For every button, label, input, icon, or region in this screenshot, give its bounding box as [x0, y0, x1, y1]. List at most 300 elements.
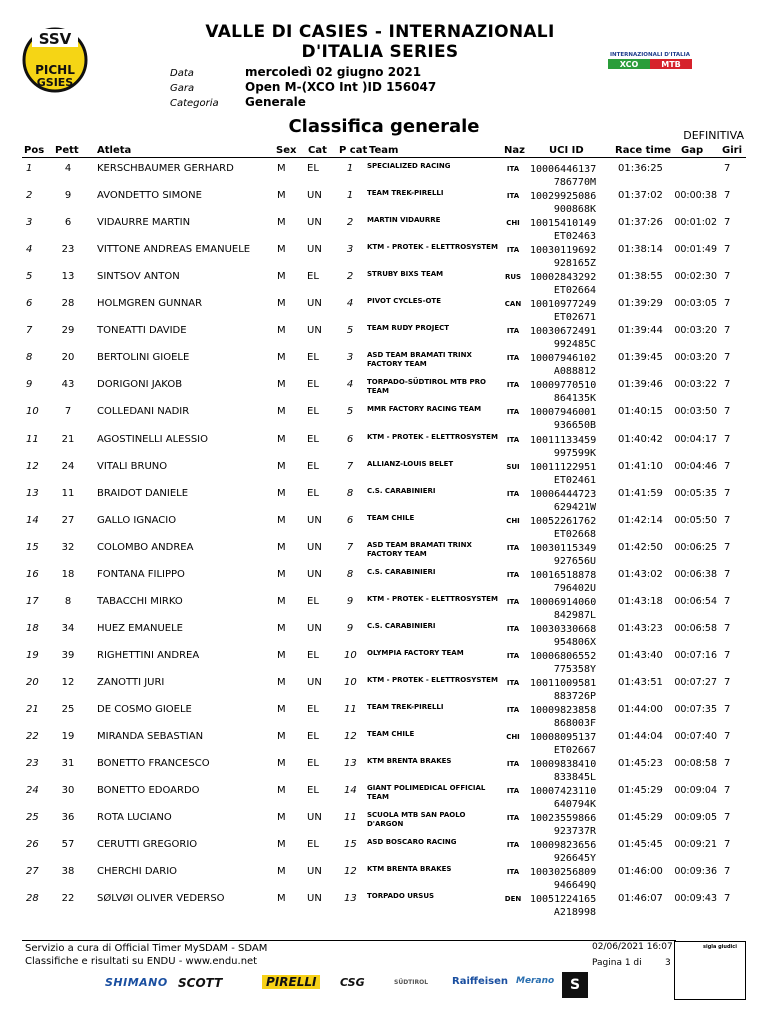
- brand-xco: XCO: [619, 60, 639, 69]
- cell-cat: UN: [307, 866, 322, 878]
- sponsor-merano: Merano: [516, 976, 555, 986]
- internazionali-italia-logo: [604, 49, 696, 71]
- cell-cat: EL: [307, 731, 319, 743]
- cell-pett: 36: [61, 812, 75, 824]
- cell-race-time: 01:39:46: [618, 379, 663, 391]
- cell-gap: 00:08:58: [674, 758, 717, 770]
- cell-gap: 00:05:50: [674, 514, 717, 526]
- uci-id-number: 10006446137: [530, 164, 597, 175]
- uci-license-code: ET02461: [553, 474, 596, 486]
- table-row: [0, 348, 768, 378]
- event-title-line1: VALLE DI CASIES - INTERNAZIONALI: [205, 22, 555, 42]
- cell-race-time: 01:41:59: [618, 487, 663, 499]
- cell-pos: 1: [26, 163, 33, 174]
- logo-top-text: SSV: [38, 30, 72, 48]
- cell-cat: EL: [307, 839, 319, 851]
- cell-atleta: BONETTO EDOARDO: [97, 785, 200, 797]
- cell-team: KTM BRENTA BRAKES: [367, 757, 452, 766]
- cell-race-time: 01:39:44: [618, 325, 663, 337]
- uci-license-code: 936650B: [553, 420, 596, 432]
- ssv-pichl-gsies-logo: [22, 22, 88, 98]
- uci-license-code: 786770M: [553, 177, 596, 188]
- cell-team: TORPADO-SÜDTIROL MTB PRO TEAM: [367, 378, 486, 396]
- cell-atleta: BONETTO FRANCESCO: [97, 758, 210, 770]
- cell-pett: 25: [61, 704, 75, 715]
- meta-label-data: Data: [170, 68, 194, 79]
- cell-team: C.S. CARABINIERI: [367, 486, 436, 495]
- cell-race-time: 01:43:40: [618, 649, 663, 661]
- cell-cat: EL: [307, 460, 319, 472]
- cell-atleta: SØLVØI OLIVER VEDERSO: [97, 893, 225, 905]
- cell-race-time: 01:43:51: [618, 676, 663, 688]
- cell-pos: 11: [26, 433, 39, 445]
- cell-pos: 19: [26, 649, 39, 661]
- sponsor-sudtirol: SÜDTIROL: [394, 979, 429, 986]
- uci-id-number: 10011133459: [530, 434, 597, 446]
- cell-atleta: GALLO IGNACIO: [97, 514, 177, 526]
- cell-race-time: 01:39:45: [618, 352, 663, 364]
- table-row: [0, 484, 768, 511]
- cell-race-time: 01:37:26: [618, 217, 663, 229]
- cell-giri: 7: [724, 839, 731, 851]
- uci-license-code: 833845L: [553, 772, 596, 784]
- cell-atleta: KERSCHBAUMER GERHARD: [97, 163, 234, 174]
- uci-id-number: 10052261762: [530, 515, 597, 527]
- cell-atleta: COLOMBO ANDREA: [97, 541, 194, 553]
- table-row: [0, 186, 768, 216]
- cell-atleta: RIGHETTINI ANDREA: [97, 649, 200, 661]
- sponsor-s-logo: S: [562, 972, 588, 998]
- cell-naz: ITA: [506, 354, 520, 363]
- cell-race-time: 01:40:15: [618, 406, 663, 418]
- cell-sex: M: [277, 163, 286, 174]
- cell-pcat: 11: [344, 812, 357, 824]
- cell-race-time: 01:42:50: [618, 541, 663, 553]
- cell-giri: 7: [724, 731, 731, 743]
- footer-page-label: Pagina 1 di: [592, 958, 642, 968]
- table-row: [0, 511, 768, 538]
- cell-giri: 7: [724, 217, 731, 229]
- col-header-giri: Giri: [722, 145, 742, 156]
- cell-giri: 7: [724, 406, 731, 418]
- cell-team: STRUBY BIXS TEAM: [367, 270, 444, 279]
- cell-gap: 00:07:35: [674, 704, 717, 715]
- table-row: [0, 673, 768, 700]
- uci-id-number: 10009823858: [530, 705, 597, 716]
- cell-pos: 25: [26, 812, 39, 824]
- cell-pos: 14: [26, 514, 39, 526]
- cell-gap: 00:09:36: [674, 866, 717, 878]
- table-row: [0, 538, 768, 565]
- cell-giri: 7: [724, 812, 731, 824]
- cell-pett: 18: [61, 568, 75, 580]
- meta-value-data: mercoledì 02 giugno 2021: [245, 65, 422, 79]
- cell-atleta: VIDAURRE MARTIN: [97, 217, 191, 229]
- col-header-pos: Pos: [24, 145, 45, 156]
- footer-page-total: 3: [665, 958, 671, 968]
- uci-license-code: ET02667: [553, 745, 596, 757]
- cell-gap: 00:02:30: [674, 271, 717, 283]
- cell-gap: 00:06:38: [674, 568, 717, 580]
- cell-pos: 5: [26, 271, 33, 283]
- cell-naz: ITA: [506, 408, 520, 417]
- cell-team: ASD BOSCARO RACING: [367, 838, 457, 847]
- table-row: [0, 619, 768, 646]
- cell-pett: 20: [61, 352, 75, 364]
- cell-team: KTM BRENTA BRAKES: [367, 865, 452, 874]
- cell-giri: 7: [724, 649, 731, 661]
- cell-pett: 30: [61, 785, 75, 797]
- cell-pett: 6: [64, 217, 72, 229]
- cell-pos: 8: [26, 352, 33, 364]
- uci-license-code: 775358Y: [553, 663, 596, 675]
- table-row: [0, 727, 768, 757]
- cell-giri: 7: [724, 244, 731, 256]
- cell-pett: 19: [61, 731, 75, 743]
- table-row: [0, 159, 768, 186]
- cell-pcat: 8: [346, 568, 354, 580]
- table-row: [0, 592, 768, 619]
- cell-giri: 7: [724, 893, 731, 905]
- cell-pcat: 13: [344, 893, 357, 905]
- cell-race-time: 01:44:04: [618, 731, 663, 743]
- cell-pett: 28: [61, 298, 75, 310]
- col-header-pcat: P cat: [339, 145, 368, 156]
- cell-pcat: 13: [344, 758, 357, 770]
- table-row: [0, 862, 768, 892]
- brand-mtb: MTB: [661, 60, 681, 69]
- header-divider: [22, 157, 746, 158]
- cell-gap: 00:06:58: [674, 622, 717, 634]
- uci-id-number: 10011122951: [530, 461, 597, 473]
- cell-giri: 7: [724, 568, 731, 580]
- cell-giri: 7: [724, 433, 731, 445]
- col-header-gap: Gap: [681, 145, 704, 156]
- uci-id-number: 10051224165: [530, 894, 597, 906]
- uci-id-number: 10016518878: [530, 569, 597, 581]
- cell-pcat: 10: [344, 649, 357, 661]
- uci-id-number: 10009770510: [530, 380, 597, 392]
- cell-team: OLYMPIA FACTORY TEAM: [367, 648, 464, 657]
- cell-sex: M: [277, 190, 286, 202]
- cell-team: SPECIALIZED RACING: [367, 162, 451, 170]
- cell-cat: UN: [307, 568, 322, 580]
- cell-pos: 2: [26, 190, 33, 202]
- uci-license-code: 923737R: [553, 826, 596, 838]
- col-header-sex: Sex: [276, 145, 297, 156]
- cell-atleta: COLLEDANI NADIR: [97, 406, 190, 418]
- uci-license-code: 842987L: [553, 609, 596, 621]
- cell-pcat: 9: [346, 595, 354, 607]
- col-header-team: Team: [369, 145, 399, 156]
- sponsor-pirelli: PIRELLI: [262, 975, 320, 989]
- cell-naz: ITA: [506, 841, 520, 850]
- uci-id-number: 10006806552: [530, 650, 597, 662]
- col-header-pett: Pett: [55, 145, 79, 156]
- cell-race-time: 01:44:00: [618, 704, 663, 715]
- cell-giri: 7: [724, 352, 731, 364]
- cell-gap: 00:09:21: [674, 839, 717, 851]
- cell-team: TEAM CHILE: [367, 730, 415, 739]
- cell-naz: ITA: [506, 597, 520, 606]
- cell-team: TEAM TREK-PIRELLI: [367, 189, 444, 198]
- cell-gap: 00:03:50: [674, 406, 717, 418]
- cell-pett: 12: [61, 676, 75, 688]
- cell-team: PIVOT CYCLES-OTE: [367, 297, 441, 306]
- cell-giri: 7: [724, 190, 731, 202]
- uci-id-number: 10009838410: [530, 759, 597, 771]
- uci-id-number: 10007423110: [530, 786, 597, 798]
- footer-divider: [22, 940, 676, 941]
- uci-license-code: ET02668: [553, 528, 596, 540]
- cell-atleta: BRAIDOT DANIELE: [97, 487, 189, 499]
- cell-atleta: DORIGONI JAKOB: [97, 379, 183, 391]
- cell-naz: ITA: [506, 760, 520, 769]
- cell-giri: 7: [724, 487, 731, 499]
- col-header-uci: UCI ID: [549, 145, 584, 156]
- cell-sex: M: [277, 217, 286, 229]
- uci-id-number: 10030672491: [530, 326, 597, 338]
- uci-id-number: 10007946001: [530, 407, 597, 419]
- cell-pos: 12: [26, 460, 39, 472]
- cell-pcat: 5: [346, 325, 354, 337]
- cell-gap: 00:03:22: [674, 379, 717, 391]
- cell-atleta: AVONDETTO SIMONE: [97, 190, 202, 202]
- cell-cat: UN: [307, 298, 322, 310]
- cell-giri: 7: [724, 704, 731, 715]
- cell-pett: 11: [61, 487, 75, 499]
- cell-pos: 27: [26, 866, 39, 878]
- cell-giri: 7: [724, 866, 731, 878]
- cell-sex: M: [277, 676, 286, 688]
- cell-pcat: 2: [346, 217, 354, 229]
- table-row: [0, 457, 768, 484]
- cell-cat: EL: [307, 433, 319, 445]
- cell-cat: EL: [307, 271, 319, 283]
- cell-sex: M: [277, 893, 286, 905]
- table-row: [0, 267, 768, 297]
- cell-atleta: ROTA LUCIANO: [97, 812, 172, 824]
- uci-license-code: 629421W: [553, 501, 596, 513]
- cell-team: TORPADO URSUS: [367, 892, 435, 901]
- cell-pett: 21: [61, 433, 75, 445]
- cell-cat: EL: [307, 487, 319, 499]
- uci-license-code: A218998: [553, 907, 596, 919]
- cell-pett: 43: [61, 379, 75, 391]
- cell-gap: 00:09:43: [674, 893, 717, 905]
- cell-pett: 29: [61, 325, 75, 337]
- cell-pos: 23: [26, 758, 39, 770]
- cell-cat: EL: [307, 758, 319, 770]
- cell-giri: 7: [724, 298, 731, 310]
- cell-atleta: HUEZ EMANUELE: [97, 622, 183, 634]
- uci-id-number: 10029925086: [530, 191, 597, 203]
- table-row: [0, 700, 768, 727]
- cell-giri: 7: [724, 379, 731, 391]
- uci-id-number: 10008095137: [530, 732, 597, 744]
- uci-license-code: 997599K: [553, 447, 596, 459]
- cell-atleta: CERUTTI GREGORIO: [97, 839, 198, 851]
- cell-pett: 34: [61, 622, 75, 634]
- logo-bottom-text: GSIES: [36, 76, 74, 89]
- cell-naz: ITA: [506, 165, 520, 173]
- cell-cat: EL: [307, 163, 319, 174]
- cell-race-time: 01:46:00: [618, 866, 663, 878]
- cell-race-time: 01:40:42: [618, 433, 663, 445]
- cell-team: MMR FACTORY RACING TEAM: [367, 405, 482, 414]
- cell-cat: UN: [307, 812, 322, 824]
- cell-cat: UN: [307, 514, 322, 526]
- cell-naz: ITA: [506, 192, 520, 201]
- cell-team: C.S. CARABINIERI: [367, 621, 436, 630]
- uci-id-number: 10023559866: [530, 813, 597, 825]
- cell-gap: 00:01:49: [674, 244, 717, 256]
- cell-naz: DEN: [504, 895, 522, 904]
- uci-id-number: 10006444723: [530, 488, 597, 500]
- uci-id-number: 10011009581: [530, 677, 597, 689]
- cell-pcat: 2: [346, 271, 354, 283]
- cell-gap: 00:01:02: [674, 217, 717, 229]
- cell-pcat: 10: [344, 676, 357, 688]
- cell-team: KTM - PROTEK - ELETTROSYSTEM: [367, 675, 498, 684]
- cell-sex: M: [277, 785, 286, 797]
- cell-pett: 23: [61, 244, 75, 256]
- cell-sex: M: [277, 568, 286, 580]
- uci-license-code: 900868K: [553, 204, 596, 216]
- cell-pos: 3: [26, 217, 33, 229]
- col-header-time: Race time: [615, 145, 672, 156]
- cell-sex: M: [277, 352, 286, 364]
- cell-pcat: 6: [346, 433, 354, 445]
- uci-id-number: 10010977249: [530, 299, 597, 311]
- cell-team: MARTIN VIDAURRE: [367, 216, 441, 225]
- cell-race-time: 01:41:10: [618, 460, 663, 472]
- cell-sex: M: [277, 433, 286, 445]
- table-row: [0, 808, 768, 838]
- cell-sex: M: [277, 758, 286, 770]
- cell-sex: M: [277, 812, 286, 824]
- cell-pett: 38: [61, 866, 75, 878]
- cell-sex: M: [277, 325, 286, 337]
- footer-datetime: 02/06/2021 16:07: [592, 942, 673, 952]
- cell-cat: UN: [307, 676, 322, 688]
- uci-license-code: 946649Q: [553, 880, 596, 892]
- cell-sex: M: [277, 704, 286, 715]
- sponsor-shimano: SHIMANO: [105, 976, 168, 989]
- cell-cat: EL: [307, 785, 319, 797]
- footer-service-text: Servizio a cura di Official Timer MySDAM - SDAM: [25, 943, 268, 954]
- uci-license-code: 640794K: [553, 799, 596, 811]
- cell-pett: 32: [61, 541, 75, 553]
- cell-naz: ITA: [506, 678, 520, 687]
- cell-naz: ITA: [506, 624, 520, 633]
- cell-pos: 20: [26, 676, 39, 688]
- uci-id-number: 10030256809: [530, 867, 597, 879]
- cell-cat: UN: [307, 622, 322, 634]
- cell-giri: 7: [724, 676, 731, 688]
- cell-race-time: 01:45:29: [618, 785, 663, 797]
- cell-gap: 00:04:46: [674, 460, 717, 472]
- cell-gap: 00:03:20: [674, 352, 717, 364]
- cell-naz: CHI: [506, 733, 520, 742]
- cell-giri: 7: [724, 595, 731, 607]
- cell-pett: 27: [61, 514, 75, 526]
- cell-pett: 22: [61, 893, 75, 905]
- cell-pett: 7: [64, 406, 72, 418]
- sponsor-raiffeisen: Raiffeisen: [452, 976, 509, 987]
- cell-giri: 7: [724, 514, 731, 526]
- cell-sex: M: [277, 244, 286, 256]
- cell-sex: M: [277, 460, 286, 472]
- logo-mid-text: PICHL: [35, 63, 75, 77]
- cell-pos: 13: [26, 487, 39, 499]
- cell-naz: ITA: [506, 435, 520, 444]
- cell-cat: UN: [307, 325, 322, 337]
- cell-race-time: 01:45:23: [618, 758, 663, 770]
- cell-pett: 9: [64, 190, 72, 202]
- cell-naz: SUI: [506, 462, 520, 471]
- uci-license-code: ET02664: [553, 285, 596, 297]
- uci-license-code: 864135K: [553, 393, 596, 405]
- cell-cat: UN: [307, 217, 322, 229]
- cell-uci-id: [530, 893, 596, 919]
- cell-sex: M: [277, 649, 286, 661]
- cell-naz: ITA: [506, 706, 520, 714]
- footer-results-text: Classifiche e risultati su ENDU - www.endu.net: [25, 956, 258, 967]
- cell-atleta: FONTANA FILIPPO: [97, 568, 185, 580]
- uci-license-code: 954806X: [553, 636, 596, 648]
- cell-race-time: 01:38:55: [618, 271, 663, 283]
- cell-pcat: 11: [344, 704, 357, 715]
- sponsor-scott: SCOTT: [178, 976, 223, 990]
- cell-pos: 16: [26, 568, 39, 580]
- cell-race-time: 01:38:14: [618, 244, 663, 256]
- cell-pos: 7: [26, 325, 33, 337]
- cell-sex: M: [277, 839, 286, 851]
- col-header-naz: Naz: [504, 145, 525, 156]
- cell-gap: 00:09:04: [674, 785, 717, 797]
- cell-gap: 00:04:17: [674, 433, 717, 445]
- cell-pett: 57: [61, 839, 75, 851]
- cell-naz: ITA: [506, 543, 520, 552]
- cell-pcat: 8: [346, 487, 354, 499]
- cell-naz: ITA: [506, 489, 520, 498]
- cell-atleta: HOLMGREN GUNNAR: [97, 298, 203, 310]
- cell-gap: 00:05:35: [674, 487, 717, 499]
- cell-race-time: 01:37:02: [618, 190, 663, 202]
- meta-label-categoria: Categoria: [170, 98, 219, 109]
- uci-id-number: 10007946102: [530, 353, 597, 365]
- cell-giri: 7: [724, 785, 731, 797]
- cell-naz: CAN: [504, 300, 522, 309]
- cell-giri: 7: [724, 758, 731, 770]
- cell-race-time: 01:46:07: [618, 893, 663, 905]
- table-row: [0, 402, 768, 432]
- cell-giri: 7: [724, 271, 731, 283]
- meta-value-categoria: Generale: [245, 95, 306, 109]
- cell-pcat: 1: [346, 190, 354, 202]
- cell-giri: 7: [724, 622, 731, 634]
- uci-id-number: 10015410149: [530, 218, 597, 230]
- cell-atleta: DE COSMO GIOELE: [97, 704, 192, 715]
- cell-gap: 00:00:38: [674, 190, 717, 202]
- cell-naz: ITA: [506, 814, 520, 823]
- cell-naz: ITA: [506, 651, 520, 660]
- cell-sex: M: [277, 866, 286, 878]
- cell-cat: EL: [307, 649, 319, 661]
- uci-id-number: 10030119692: [530, 245, 597, 257]
- cell-team: TEAM TREK-PIRELLI: [367, 703, 444, 711]
